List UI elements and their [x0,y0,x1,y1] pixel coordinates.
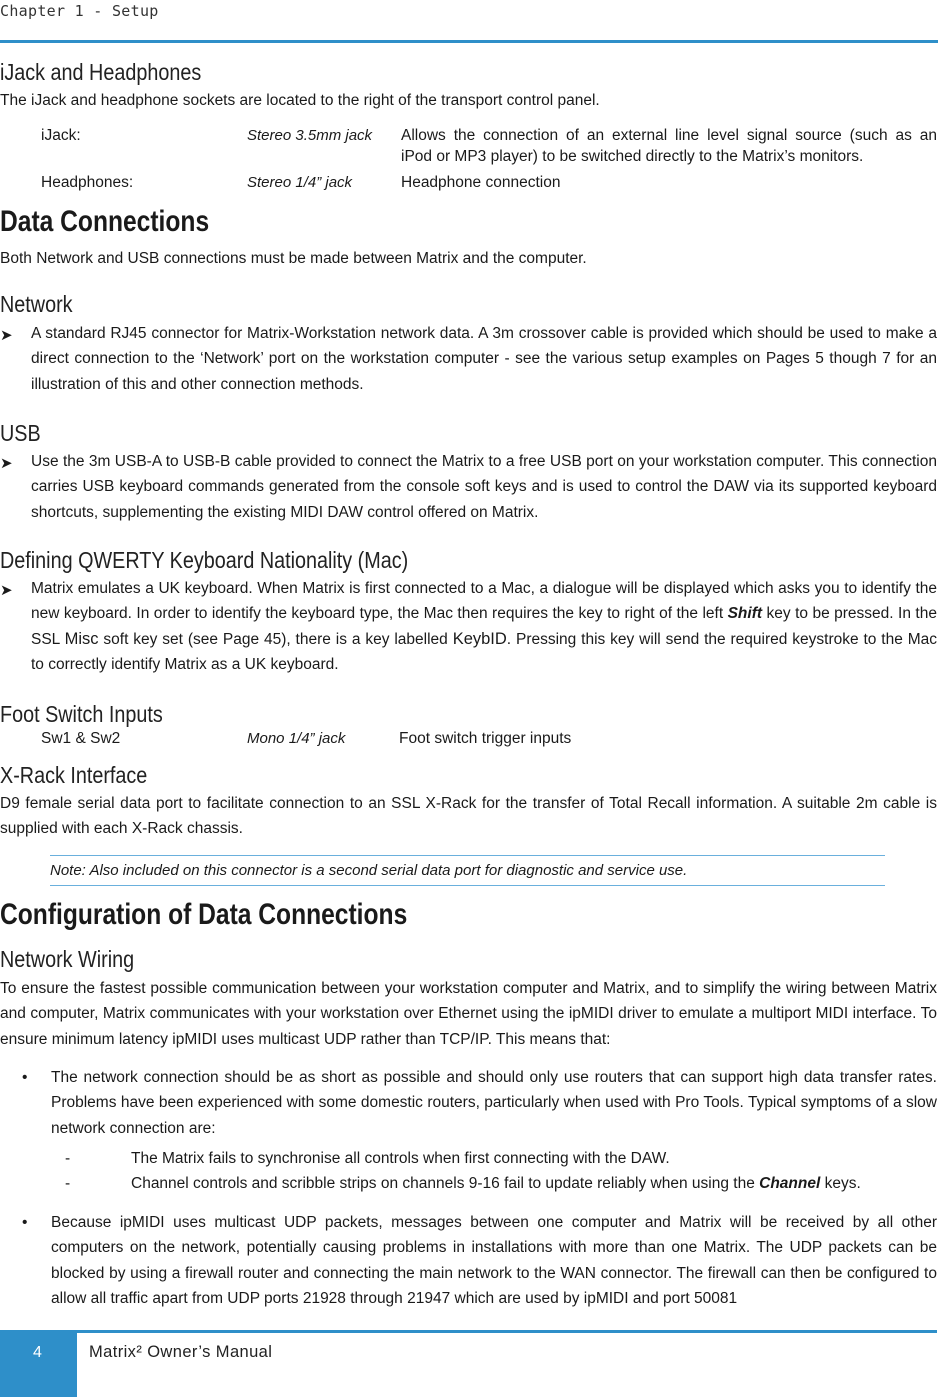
ijack-intro: The iJack and headphone sockets are located to the right of the transport control panel. [0,92,600,109]
sub-bullet-2-text [131,1175,861,1193]
footer-rule [77,1330,937,1333]
network-wiring-intro: To ensure the fastest possible communication between your workstation computer and Matrix, and to simplify the wiring between Matrix and computer, Matrix communicates with your workstation over Ethernet using the ipMIDI driver to emulate a multiport MIDI interface. To ensure minimum latency ipMIDI uses multicast UDP rather than TCP/IP. This means that: [0,980,937,1048]
sub-bullet-1-text: The Matrix fails to synchronise all controls when first connecting with the DAW. [131,1150,670,1167]
keybid-key-label: KeybID [452,629,507,648]
data-connections-intro: Both Network and USB connections must be made between Matrix and the computer. [0,250,587,267]
misc-key-label: Misc [64,629,99,648]
xrack-note: Note: Also included on this connector is a second serial data port for diagnostic and service use. [50,855,885,886]
headphones-row-name: Headphones: [41,174,134,191]
xrack-text: D9 female serial data port to facilitate connection to an SSL X-Rack for the transfer of Total Recall information. A suitable 2m cable is supplied with each X-Rack chassis. [0,795,937,838]
page-number-tab [0,1330,77,1397]
data-connections-heading: Data Connections [0,205,210,238]
ijack-row-desc-1: Allows the connection of an external line level signal source (such as an [401,127,937,144]
network-heading: Network [0,291,73,317]
dash-icon: - [65,1175,71,1192]
config-heading: Configuration of Data Connections [0,898,408,931]
sub-bullet-2-part-1: Channel controls and scribble strips on channels 9-16 fail to update reliably when using the [131,1175,760,1192]
qwerty-heading: Defining QWERTY Keyboard Nationality (Mac) [0,547,409,573]
arrow-bullet-icon: ➤ [0,582,13,599]
page-number: 4 [33,1344,42,1361]
qwerty-text-part-2: key to be pressed. In the SSL [31,605,937,648]
channel-key-label: Channel [759,1175,821,1192]
bullet-icon: • [22,1069,28,1086]
manual-title: Matrix² Owner’s Manual [89,1343,273,1361]
foot-switch-desc: Foot switch trigger inputs [399,730,572,747]
foot-switch-heading: Foot Switch Inputs [0,701,163,727]
qwerty-text-part-1: Matrix emulates a UK keyboard. When Matrix is first connected to a Mac, a dialogue will be displayed which asks you to identify the new keyboard. In order to identify the keyboard type, the Mac then requires the key to right of the left [31,580,937,623]
shift-key-label: Shift [727,605,763,623]
dash-icon: - [65,1150,71,1167]
foot-switch-type: Mono 1/4” jack [247,730,346,747]
usb-text: Use the 3m USB-A to USB-B cable provided to connect the Matrix to a free USB port on your workstation computer. This connection carries USB keyboard commands generated from the console soft keys and is used to control the DAW via its supported keyboard shortcuts, supplementing the existing MIDI DAW control offered on Matrix. [31,453,937,521]
arrow-bullet-icon: ➤ [0,327,13,344]
chapter-header: Chapter 1 - Setup [0,2,159,20]
bullet-icon: • [22,1214,28,1231]
usb-heading: USB [0,420,41,446]
bullet-1-text: The network connection should be as short as possible and should only use routers that can support high data transfer rates. Problems have been experienced with some domestic routers, particularly when used with Pro Tools. Typical symptoms of a slow network connection are: [51,1069,937,1137]
ijack-heading: iJack and Headphones [0,59,202,85]
ijack-row-type: Stereo 3.5mm jack [247,127,373,144]
header-rule [0,40,938,43]
network-wiring-heading: Network Wiring [0,946,135,972]
network-text: A standard RJ45 connector for Matrix-Workstation network data. A 3m crossover cable is provided which should be used to make a direct connection to the ‘Network’ port on the workstation computer - see the various setup examples on Pages 5 though 7 for an illustration of this and other connection methods. [31,325,937,393]
ijack-row-name: iJack: [41,127,81,144]
qwerty-text [31,576,937,677]
ijack-row-desc-2: iPod or MP3 player) to be switched directly to the Matrix’s monitors. [401,148,864,165]
headphones-row-type: Stereo 1/4” jack [247,174,353,191]
sub-bullet-2-part-2: keys. [820,1175,861,1192]
qwerty-text-part-3: soft key set (see Page 45), there is a key labelled [98,630,453,648]
qwerty-text-part-4: . Pressing this key will send the required keystroke to the Mac to correctly identify Matrix as a UK keyboard. [31,630,938,673]
headphones-row-desc: Headphone connection [401,174,561,191]
bullet-2-text: Because ipMIDI uses multicast UDP packets, messages between one computer and Matrix will be received by all other computers on the network, potentially causing problems in installations with more than one Matrix. The UDP packets can be blocked by using a firewall router and connecting the main network to the WAN connector. The firewall can then be configured to allow all traffic apart from UDP ports 21928 through 21947 which are used by ipMIDI and port 50081 [51,1214,937,1307]
xrack-heading: X-Rack Interface [0,762,148,788]
arrow-bullet-icon: ➤ [0,455,13,472]
foot-switch-name: Sw1 & Sw2 [41,730,121,747]
